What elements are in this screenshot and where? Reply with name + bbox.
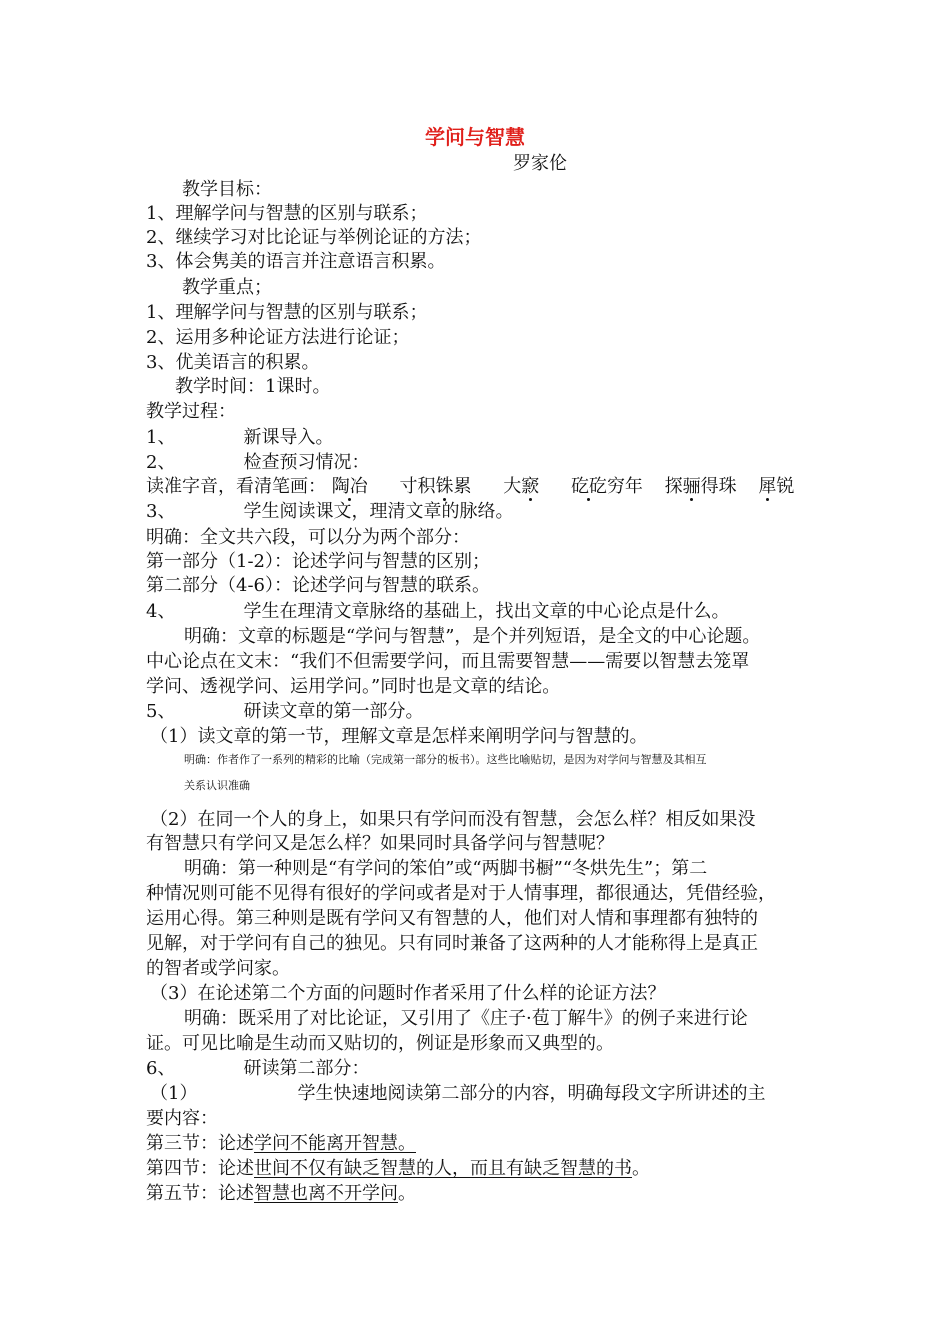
question-3: （3）在论述第二个方面的问题时作者采用了什么样的论证方法？	[150, 983, 666, 1004]
step-2	[146, 451, 369, 475]
section-3-summary	[146, 1132, 416, 1156]
question-1-answer-line-2: 关系认识准确	[184, 779, 250, 792]
goal-item-2: 2、继续学习对比论证与举例论证的方法；	[146, 227, 482, 248]
step-text: 学生在理清文章脉络的基础上，找出文章的中心论点是什么。	[243, 601, 730, 622]
step-number: 1、	[146, 427, 176, 448]
section-point: 世间不仅有缺乏智慧的人，而且有缺乏智慧的书	[254, 1158, 632, 1179]
question-2-answer-line-3: 运用心得。第三种则是既有学问又有智慧的人，他们对人情和事理都有独特的	[146, 908, 758, 929]
vocab-word-1: 陶冶	[331, 476, 368, 497]
step-text: 研读第二部分：	[243, 1058, 370, 1079]
question-3-answer-line-1: 明确：既采用了对比论证，又引用了《庄子·苞丁解牛》的例子来进行论	[184, 1008, 748, 1029]
step-text: 新课导入。	[243, 427, 334, 448]
step-number: 5、	[146, 701, 176, 722]
section-point: 智慧也离不开学问	[254, 1183, 398, 1204]
question-2-answer-line-2: 种情况则可能不见得有很好的学问或者是对于人情事理，都很通达，凭借经验，	[146, 883, 776, 904]
question-2-line-1: （2）在同一个人的身上，如果只有学问而没有智慧，会怎么样？相反如果没	[150, 809, 756, 830]
question-3-answer-line-2: 证。可见比喻是生动而又贴切的，例证是形象而又典型的。	[146, 1033, 614, 1054]
vocab-word-2: 寸积铢累	[399, 476, 472, 497]
section-label: 第三节：论述	[146, 1133, 254, 1154]
vocab-word-6: 犀锐	[758, 476, 795, 497]
step-4-answer-line-2: 中心论点在文末：“我们不但需要学问，而且需要智慧——需要以智慧去笼罩	[146, 651, 750, 672]
focus-item-3: 3、优美语言的积累。	[146, 352, 320, 373]
author-name: 罗家伦	[513, 153, 567, 174]
document-title: 学问与智慧	[425, 125, 525, 149]
step-number: 4、	[146, 601, 176, 622]
teaching-time: 教学时间：1课时。	[175, 376, 331, 397]
step-3-answer: 明确：全文共六段，可以分为两个部分：	[146, 527, 470, 548]
step-3	[146, 500, 513, 524]
goal-item-1: 1、理解学问与智慧的区别与联系；	[146, 203, 428, 224]
section-label: 第五节：论述	[146, 1183, 254, 1204]
step-number: 2、	[146, 452, 176, 473]
step-4-answer-line-1: 明确：文章的标题是“学问与智慧”，是个并列短语，是全文的中心论题。	[184, 626, 761, 647]
vocab-intro: 读准字音，看清笔画：	[146, 476, 326, 497]
sub-number: （1）	[150, 1083, 198, 1104]
goal-item-3: 3、体会隽美的语言并注意语言积累。	[146, 251, 446, 272]
step-4-answer-line-3: 学问、透视学问、运用学问。”同时也是文章的结论。	[146, 676, 561, 697]
step-6	[146, 1057, 369, 1081]
question-1-answer-line-1: 明确：作者作了一系列的精彩的比喻（完成第一部分的板书）。这些比喻贴切，是因为对学问与智慧及其相互	[184, 753, 707, 766]
focus-heading: 教学重点；	[182, 277, 272, 298]
question-2-answer-line-4: 见解，对于学问有自己的独见。只有同时兼备了这两种的人才能称得上是真正	[146, 933, 758, 954]
step-6-sub-1	[150, 1082, 765, 1106]
question-2-answer-line-1: 明确：第一种则是“有学问的笨伯”或“两脚书橱”“冬烘先生”；第二	[184, 858, 708, 879]
sub-text: 学生快速地阅读第二部分的内容，明确每段文字所讲述的主	[297, 1083, 766, 1104]
section-label: 第四节：论述	[146, 1158, 254, 1179]
vocab-word-3: 大窾	[503, 476, 540, 497]
vocab-word-5: 探骊得珠	[664, 476, 737, 497]
vocab-word-4: 矻矻穷年	[570, 476, 643, 497]
step-number: 3、	[146, 501, 176, 522]
section-point: 学问不能离开智慧。	[254, 1133, 416, 1154]
step-1	[146, 426, 333, 450]
step-6-sub-1-cont: 要内容：	[146, 1108, 218, 1129]
section-5-summary: 第五节：论述智慧也离不开学问。	[146, 1183, 416, 1204]
step-4	[146, 600, 729, 624]
question-2-line-2: 有智慧只有学问又是怎么样？如果同时具备学问与智慧呢？	[146, 833, 614, 854]
part-one: 第一部分（1-2）：论述学问与智慧的区别；	[146, 551, 490, 572]
goals-heading: 教学目标：	[182, 179, 272, 200]
step-text: 学生阅读课文，理清文章的脉络。	[243, 501, 514, 522]
focus-item-1: 1、理解学问与智慧的区别与联系；	[146, 302, 428, 323]
step-number: 6、	[146, 1058, 176, 1079]
step-text: 研读文章的第一部分。	[243, 701, 424, 722]
step-text: 检查预习情况：	[243, 452, 370, 473]
focus-item-2: 2、运用多种论证方法进行论证；	[146, 327, 410, 348]
part-two: 第二部分（4-6）：论述学问与智慧的联系。	[146, 575, 490, 596]
question-2-answer-line-5: 的智者或学问家。	[146, 958, 290, 979]
process-heading: 教学过程：	[146, 401, 236, 422]
vocab-line	[146, 475, 794, 499]
question-1: （1）读文章的第一节，理解文章是怎样来阐明学问与智慧的。	[150, 726, 648, 747]
section-4-summary: 第四节：论述世间不仅有缺乏智慧的人，而且有缺乏智慧的书。	[146, 1158, 650, 1179]
step-5	[146, 700, 423, 724]
